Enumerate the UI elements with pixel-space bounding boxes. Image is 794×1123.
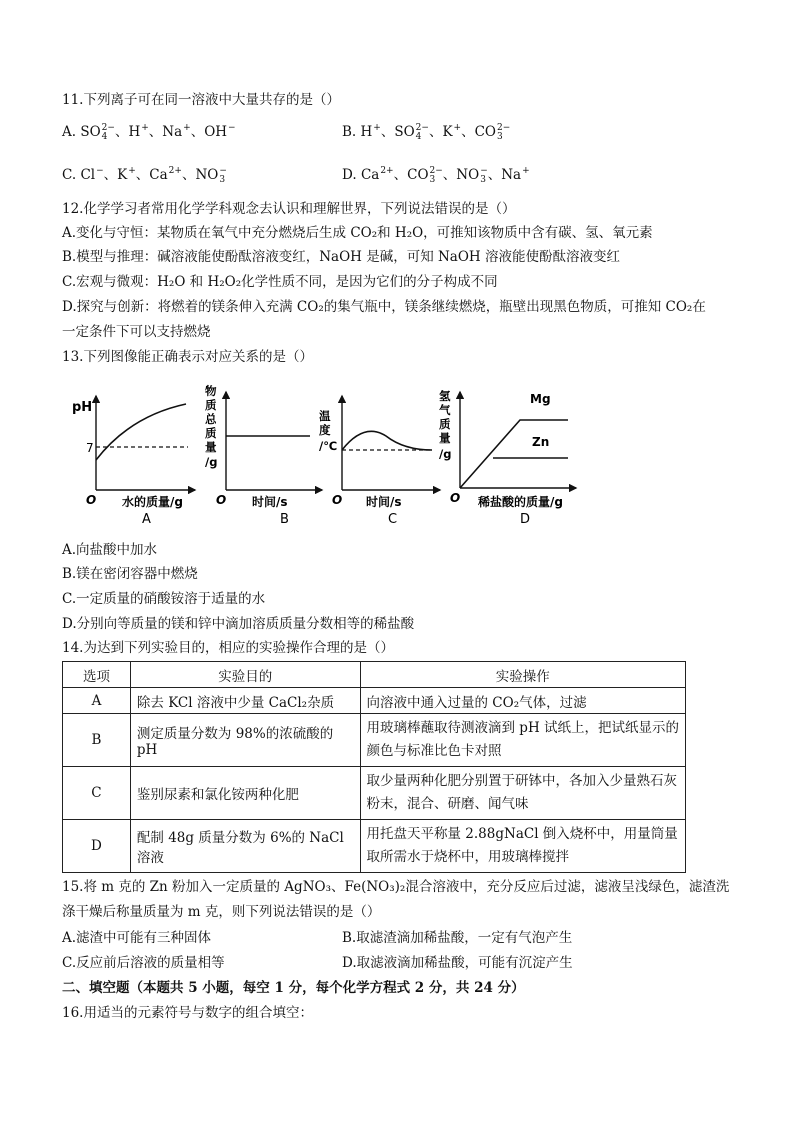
q12-option-c: C.宏观与微观：H₂O 和 H₂O₂化学性质不同，是因为它们的分子构成不同 [62, 274, 498, 290]
q14-table-header [63, 662, 686, 688]
table-row [63, 688, 686, 714]
separator: 、 [135, 167, 150, 183]
ion: SO 2− 4 [394, 122, 429, 142]
q14-header-option: 选项 [63, 662, 131, 688]
chart-c-xlabel: 时间/s [366, 495, 402, 509]
q12-option-d-line2: 一定条件下可以支持燃烧 [62, 324, 211, 340]
table-row [63, 820, 686, 873]
chart-b-ylabel-3: 质 [205, 426, 217, 440]
section-heading: 二、填空题（本题共 5 小题，每空 1 分，每个化学方程式 2 分，共 24 分） [62, 980, 525, 996]
chart-d-ylabel-3: 量 [439, 431, 451, 445]
q14-row-a-goal: 除去 KCl 溶液中少量 CaCl₂杂质 [130, 688, 360, 714]
chart-b [205, 384, 322, 527]
q11-option-a [62, 123, 236, 142]
chart-b-ylabel-4: 量 [205, 440, 217, 454]
chart-c [319, 396, 440, 527]
separator: 、 [148, 124, 163, 140]
q13-option-a: A.向盐酸中加水 [62, 542, 158, 558]
q14-row-a-option: A [63, 688, 131, 714]
chart-a [72, 396, 195, 527]
separator: 、 [393, 167, 408, 183]
separator: 、 [442, 167, 457, 183]
q12-option-a: A.变化与守恒：某物质在氧气中充分燃烧后生成 CO₂和 H₂O，可推知该物质中含有碳、氢、氧元素 [62, 225, 653, 241]
ion: CO 2− 3 [407, 165, 443, 185]
chart-d [439, 389, 576, 527]
chart-d-ylabel-4: /g [439, 447, 452, 461]
q13-charts [60, 378, 590, 528]
chart-a-origin: O [86, 493, 97, 507]
q13-option-c: C.一定质量的硝酸铵溶于适量的水 [62, 591, 266, 607]
chart-a-ylabel: pH [72, 400, 93, 415]
ion: K + [117, 165, 136, 183]
chart-b-xlabel: 时间/s [252, 495, 288, 509]
q12-stem: 12.化学学习者常用化学学科观念去认识和理解世界，下列说法错误的是（） [62, 201, 516, 217]
separator: 、 [461, 124, 475, 140]
ion: Na + [501, 165, 530, 183]
q11-option-label: A. [62, 124, 81, 140]
chart-b-ylabel-2: 总 [205, 412, 217, 426]
q11-option-label: C. [62, 167, 81, 183]
q14-row-d-operation: 用托盘天平称量 2.88gNaCl 倒入烧杯中，用量筒量取所需水于烧杯中，用玻璃棒搅拌 [360, 820, 685, 873]
q16-stem: 16.用适当的元素符号与数字的组合填空： [62, 1005, 313, 1021]
q11-option-d [342, 166, 530, 185]
q11-stem: 11.下列离子可在同一溶液中大量共存的是（） [62, 92, 340, 108]
ion: K + [442, 122, 462, 140]
ion: NO − 3 [195, 165, 227, 185]
ion: Cl − [80, 165, 104, 183]
q14-row-d-goal: 配制 48g 质量分数为 6%的 NaCl 溶液 [130, 820, 360, 873]
q14-stem: 14.为达到下列实验目的，相应的实验操作合理的是（） [62, 640, 394, 656]
chart-a-caption: A [142, 512, 151, 527]
q15-option-d: D.取滤液滴加稀盐酸，可能有沉淀产生 [342, 955, 573, 971]
q14-row-c-operation: 取少量两种化肥分别置于研钵中，各加入少量熟石灰粉末，混合、研磨、闻气味 [360, 767, 685, 820]
chart-b-origin: O [216, 493, 227, 507]
chart-b-ylabel-5: /g [205, 455, 218, 469]
ion: NO − 3 [456, 165, 488, 185]
chart-c-curve [342, 431, 432, 450]
separator: 、 [487, 167, 502, 183]
q14-row-b-goal: 测定质量分数为 98%的浓硫酸的 pH [130, 714, 360, 767]
q13-stem: 13.下列图像能正确表示对应关系的是（） [62, 349, 313, 365]
q14-row-b-operation: 用玻璃棒蘸取待测液滴到 pH 试纸上，把试纸显示的颜色与标准比色卡对照 [360, 714, 685, 767]
chart-c-ylabel-0: 温 [319, 409, 331, 423]
separator: 、 [103, 167, 118, 183]
chart-c-ylabel-1: 度 [319, 423, 331, 437]
q14-row-d-option: D [63, 820, 131, 873]
ion: CO 2− 3 [474, 122, 511, 142]
q15-option-b: B.取滤渣滴加稀盐酸，一定有气泡产生 [342, 930, 573, 946]
q13-option-b: B.镁在密闭容器中燃烧 [62, 566, 198, 582]
q14-header-operation: 实验操作 [360, 662, 685, 688]
chart-d-caption: D [520, 512, 531, 527]
q11-option-label: D. [342, 167, 361, 183]
q14-row-b-option: B [63, 714, 131, 767]
ion: SO 2− 4 [80, 122, 115, 142]
chart-d-xlabel: 稀盐酸的质量/g [478, 495, 563, 509]
q13-option-d: D.分别向等质量的镁和锌中滴加溶质质量分数相等的稀盐酸 [62, 616, 415, 632]
q14-table [62, 661, 686, 873]
q11-option-c [62, 166, 227, 185]
q14-row-c-option: C [63, 767, 131, 820]
chart-c-origin: O [332, 493, 343, 507]
chart-a-curve [96, 404, 186, 460]
chart-b-ylabel-0: 物 [205, 384, 217, 398]
chart-d-ylabel-0: 氢 [439, 389, 451, 403]
ion: Na + [162, 122, 191, 140]
chart-d-ylabel-2: 质 [439, 417, 451, 431]
chart-d-origin: O [450, 491, 461, 505]
chart-d-ylabel-1: 气 [439, 403, 451, 417]
q14-header-goal: 实验目的 [130, 662, 360, 688]
q15-option-c: C.反应前后溶液的质量相等 [62, 955, 225, 971]
ion: Ca 2+ [149, 165, 182, 183]
q15-option-a: A.滤渣中可能有三种固体 [62, 930, 212, 946]
separator: 、 [114, 124, 129, 140]
ion: OH − [204, 122, 236, 140]
chart-c-ylabel-2: /℃ [319, 439, 338, 453]
chart-b-caption: B [280, 512, 289, 527]
ion: H + [360, 122, 381, 140]
q14-row-c-goal: 鉴别尿素和氯化铵两种化肥 [130, 767, 360, 820]
chart-d-mg-label: Mg [530, 392, 551, 406]
chart-d-zn-label: Zn [532, 435, 550, 449]
table-row [63, 714, 686, 767]
q11-option-label: B. [342, 124, 361, 140]
table-row [63, 767, 686, 820]
q14-row-a-operation: 向溶液中通入过量的 CO₂气体，过滤 [360, 688, 685, 714]
separator: 、 [181, 167, 196, 183]
chart-a-xlabel: 水的质量/g [122, 495, 183, 509]
chart-c-caption: C [388, 512, 398, 527]
q12-option-d-line1: D.探究与创新：将燃着的镁条伸入充满 CO₂的集气瓶中，镁条继续燃烧，瓶壁出现黑色物质，可推知 CO₂在 [62, 299, 706, 315]
q15-stem-line2: 涤干燥后称量质量为 m 克，则下列说法错误的是（） [62, 904, 381, 920]
q15-stem-line1: 15.将 m 克的 Zn 粉加入一定质量的 AgNO₃、Fe(NO₃)₂混合溶液中，充分反应后过滤，滤液呈浅绿色，滤渣洗 [62, 879, 730, 895]
separator: 、 [380, 124, 395, 140]
ion: H + [128, 122, 149, 140]
chart-b-ylabel-1: 质 [205, 398, 217, 412]
chart-a-ref-label: 7 [86, 441, 94, 455]
separator: 、 [190, 124, 205, 140]
chart-d-mg-line [460, 420, 568, 488]
q11-option-b [342, 123, 510, 142]
separator: 、 [428, 124, 443, 140]
ion: Ca 2+ [360, 165, 394, 183]
q12-option-b: B.模型与推理：碱溶液能使酚酞溶液变红，NaOH 是碱，可知 NaOH 溶液能使酚酞溶液变红 [62, 249, 620, 265]
